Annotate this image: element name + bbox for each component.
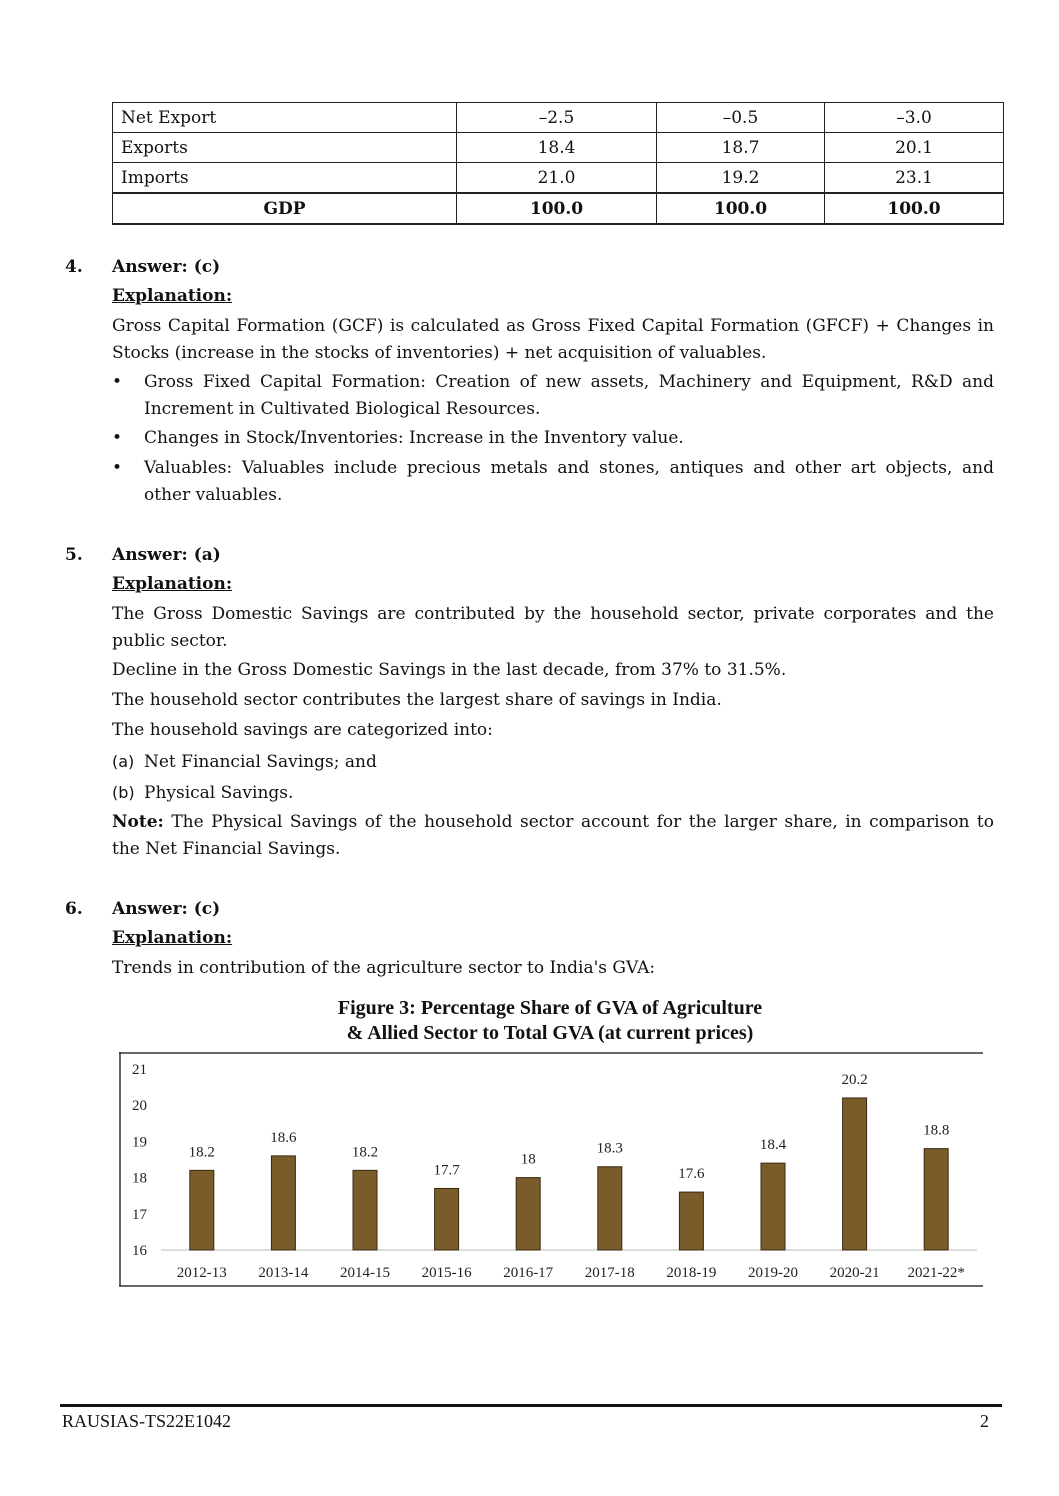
paragraph: Trends in contribution of the agriculture sector to India's GVA: — [112, 958, 656, 978]
bullet-item — [112, 369, 994, 423]
x-tick-label: 2012-13 — [176, 1265, 227, 1281]
bar — [271, 1156, 295, 1250]
explanation-heading: Explanation: — [112, 286, 233, 306]
option-text: Physical Savings. — [144, 783, 294, 803]
x-tick-label: 2013-14 — [258, 1265, 309, 1281]
note-label: Note: — [112, 812, 164, 832]
table-cell: 100.0 — [657, 193, 825, 224]
chart-svg — [119, 1052, 983, 1287]
row-label: Net Export — [113, 103, 457, 133]
row-label: Imports — [113, 163, 457, 194]
bar-chart — [119, 1052, 983, 1287]
table-row — [113, 163, 1004, 194]
option-item — [112, 779, 293, 807]
bullet-icon: • — [112, 458, 123, 478]
table-cell: 100.0 — [457, 193, 657, 224]
option-label: (a) — [112, 752, 135, 771]
bullet-item — [112, 425, 994, 452]
page-number: 2 — [980, 1411, 989, 1431]
y-tick-label: 20 — [132, 1098, 147, 1115]
figure-title-line: Figure 3: Percentage Share of GVA of Agriculture — [337, 997, 763, 1019]
table-cell: 21.0 — [457, 163, 657, 194]
data-label: 18.6 — [270, 1129, 297, 1146]
bullet-icon: • — [112, 428, 123, 448]
row-label: Exports — [113, 133, 457, 163]
data-label: 18.8 — [923, 1122, 950, 1139]
x-tick-label: 2021-22* — [907, 1265, 965, 1281]
table-cell: 23.1 — [825, 163, 1004, 194]
footer-divider — [60, 1404, 1002, 1407]
bar — [924, 1149, 948, 1250]
table-cell: 18.7 — [657, 133, 825, 163]
bar — [435, 1188, 459, 1250]
paragraph: Gross Capital Formation (GCF) is calculated as Gross Fixed Capital Formation (GFCF) + Changes in Stocks (increase in the stocks of inventories) + net acquisition of valuables. — [112, 316, 994, 363]
bullet-text: Changes in Stock/Inventories: Increase in the Inventory value. — [144, 428, 684, 448]
table-cell: 100.0 — [825, 193, 1004, 224]
question-number: 5. — [65, 545, 83, 565]
explanation-heading: Explanation: — [112, 928, 233, 948]
bullet-text: Gross Fixed Capital Formation: Creation of new assets, Machinery and Equipment, R&D and Increment in Cultivated Biological Resources. — [144, 372, 994, 419]
table-cell: 18.4 — [457, 133, 657, 163]
bar — [190, 1170, 214, 1250]
gdp-table — [112, 102, 1004, 225]
y-tick-label: 18 — [132, 1170, 147, 1187]
x-tick-label: 2019-20 — [748, 1265, 798, 1281]
x-tick-label: 2014-15 — [340, 1265, 390, 1281]
data-label: 20.2 — [841, 1071, 868, 1088]
answer-heading: Answer: (c) — [112, 899, 221, 919]
bar — [516, 1178, 540, 1250]
data-label: 17.6 — [678, 1166, 705, 1183]
table-row — [113, 103, 1004, 133]
y-tick-label: 16 — [132, 1243, 147, 1259]
figure-title-line: & Allied Sector to Total GVA (at current prices) — [346, 1022, 754, 1044]
data-label: 18.3 — [596, 1140, 623, 1157]
table-cell: –2.5 — [457, 103, 657, 133]
footer-code: RAUSIAS-TS22E1042 — [62, 1411, 232, 1431]
paragraph: The Gross Domestic Savings are contributed by the household sector, private corporates and the public sector. — [112, 604, 994, 651]
option-item — [112, 748, 377, 776]
x-tick-label: 2018-19 — [666, 1265, 717, 1281]
x-tick-label: 2017-18 — [584, 1265, 635, 1281]
answer-heading: Answer: (c) — [112, 257, 221, 277]
note-paragraph — [112, 809, 994, 863]
figure-title — [200, 996, 900, 1046]
table-total-row — [113, 193, 1004, 224]
data-label: 18.2 — [188, 1144, 215, 1161]
x-tick-label: 2020-21 — [829, 1265, 880, 1281]
paragraph: Decline in the Gross Domestic Savings in the last decade, from 37% to 31.5%. — [112, 660, 787, 680]
data-label: 18.4 — [759, 1137, 787, 1154]
explanation-heading: Explanation: — [112, 574, 233, 594]
data-label: 18.2 — [351, 1144, 379, 1161]
x-tick-label: 2016-17 — [503, 1265, 554, 1281]
bullet-item — [112, 455, 994, 509]
paragraph: The household savings are categorized into: — [112, 720, 493, 740]
paragraph: The household sector contributes the largest share of savings in India. — [112, 690, 722, 710]
answer-heading: Answer: (a) — [112, 545, 221, 565]
question-number: 6. — [65, 899, 83, 919]
data-label: 18 — [520, 1151, 536, 1168]
table-cell: 19.2 — [657, 163, 825, 194]
table-cell: –3.0 — [825, 103, 1004, 133]
y-tick-label: 17 — [132, 1206, 147, 1223]
bar — [761, 1163, 785, 1250]
table-cell: 20.1 — [825, 133, 1004, 163]
bar — [843, 1098, 867, 1250]
x-tick-label: 2015-16 — [421, 1265, 472, 1281]
option-label: (b) — [112, 783, 135, 802]
note-text: The Physical Savings of the household sector account for the larger share, in comparison to the Net Financial Savings. — [112, 812, 994, 859]
option-text: Net Financial Savings; and — [144, 752, 377, 772]
y-tick-label: 21 — [132, 1062, 147, 1078]
total-label: GDP — [113, 193, 457, 224]
data-label: 17.7 — [433, 1162, 460, 1179]
bar — [679, 1192, 703, 1250]
bullet-text: Valuables: Valuables include precious metals and stones, antiques and other art objects, and other valuables. — [144, 458, 994, 505]
table-cell: –0.5 — [657, 103, 825, 133]
bar — [353, 1170, 377, 1250]
bar — [598, 1167, 622, 1250]
bullet-icon: • — [112, 372, 123, 392]
question-number: 4. — [65, 257, 83, 277]
y-tick-label: 19 — [132, 1134, 147, 1151]
table-row — [113, 133, 1004, 163]
